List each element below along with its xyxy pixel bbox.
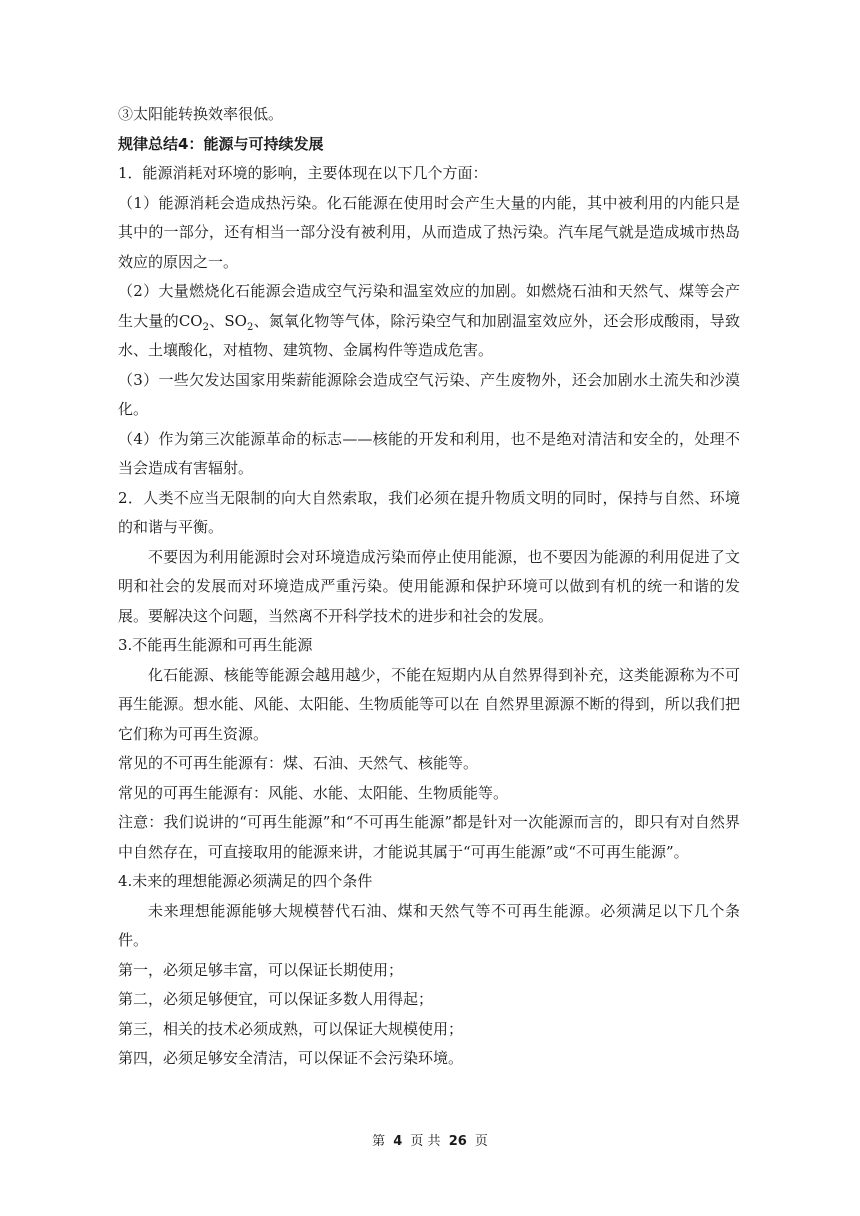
air-pollution-text-c: 、氮氧化物等气体，除污染空气和加剧温室效应外，还会形成酸雨，导致水、土壤酸化，对植物、建筑物、金属构件等造成危害。 (118, 311, 740, 359)
paragraph-renewable-examples: 常见的可再生能源有：风能、水能、太阳能、生物质能等。 (118, 783, 509, 802)
paragraph-harmony-nature: 2．人类不应当无限制的向大自然索取，我们必须在提升物质文明的同时，保持与自然、环境的和谐与平衡。 (118, 488, 740, 536)
footer-suffix: 页 (474, 1134, 488, 1149)
section-heading: 规律总结4：能源与可持续发展 (118, 134, 324, 153)
paragraph-note: 注意：我们说讲的“可再生能源”和“不可再生能源”都是针对一次能源而言的，即只有对自然界中自然存在，可直接取用的能源来讲，才能说其属于“可再生能源”或“不可再生能源”。 (118, 813, 740, 861)
condition-fourth: 第四，必须足够安全清洁，可以保证不会污染环境。 (118, 1049, 464, 1067)
page-footer (0, 1130, 860, 1149)
so2-subscript: 2 (246, 321, 254, 333)
air-pollution-text-b: 、SO (208, 311, 247, 330)
paragraph-nuclear-energy: （4）作为第三次能源革命的标志——核能的开发和利用，也不是绝对清洁和安全的，处理不当会造成有害辐射。 (118, 429, 740, 477)
paragraph-firewood-energy: （3）一些欠发达国家用柴薪能源除会造成空气污染、产生废物外，还会加剧水土流失和沙漠化。 (118, 370, 740, 418)
footer-total-pages: 26 (448, 1134, 467, 1149)
footer-page-number: 4 (393, 1134, 403, 1149)
condition-third: 第三，相关的技术必须成熟，可以保证大规模使用； (118, 1019, 464, 1038)
condition-second: 第二，必须足够便宜，可以保证多数人用得起； (118, 990, 434, 1008)
co2-subscript: 2 (202, 321, 209, 333)
paragraph-solar-efficiency: ③太阳能转换效率很低。 (118, 105, 284, 123)
paragraph-nonrenewable-examples: 常见的不可再生能源有：煤、石油、天然气、核能等。 (118, 754, 479, 772)
footer-mid: 页 共 (410, 1134, 441, 1149)
subheading-renewable: 3.不能再生能源和可再生能源 (118, 636, 313, 654)
footer-prefix: 第 (372, 1134, 386, 1149)
paragraph-energy-environment: 不要因为利用能源时会对环境造成污染而停止使用能源，也不要因为能源的利用促进了文明和社会的发展而对环境造成严重污染。使用能源和保护环境可以做到有机的统一和谐的发展。要解决这个问题，当然离不开科学技术的进步和社会的发展。 (118, 547, 740, 625)
paragraph-ideal-energy-intro: 未来理想能源能够大规模替代石油、煤和天然气等不可再生能源。必须满足以下几个条件。 (118, 901, 740, 949)
subheading-ideal-energy: 4.未来的理想能源必须满足的四个条件 (118, 872, 373, 890)
paragraph-energy-impact-intro: 1．能源消耗对环境的影响，主要体现在以下几个方面： (118, 164, 488, 182)
condition-first: 第一，必须足够丰富，可以保证长期使用； (118, 960, 404, 979)
paragraph-renewable-definition: 化石能源、核能等能源会越用越少，不能在短期内从自然界得到补充，这类能源称为不可再生能源。想水能、风能、太阳能、生物质能等可以在 自然界里源源不断的得到，所以我们把它们称为可再生资源。 (118, 665, 740, 743)
paragraph-thermal-pollution: （1）能源消耗会造成热污染。化石能源在使用时会产生大量的内能，其中被利用的内能只是其中的一部分，还有相当一部分没有被利用，从而造成了热污染。汽车尾气就是造成城市热岛效应的原因之一。 (118, 193, 740, 271)
paragraph-air-pollution (118, 277, 740, 366)
air-pollution-text-a: （2）大量燃烧化石能源会造成空气污染和温室效应的加剧。如燃烧石油和天然气、煤等会产生大量的CO (118, 282, 740, 330)
document-body (118, 100, 740, 1074)
